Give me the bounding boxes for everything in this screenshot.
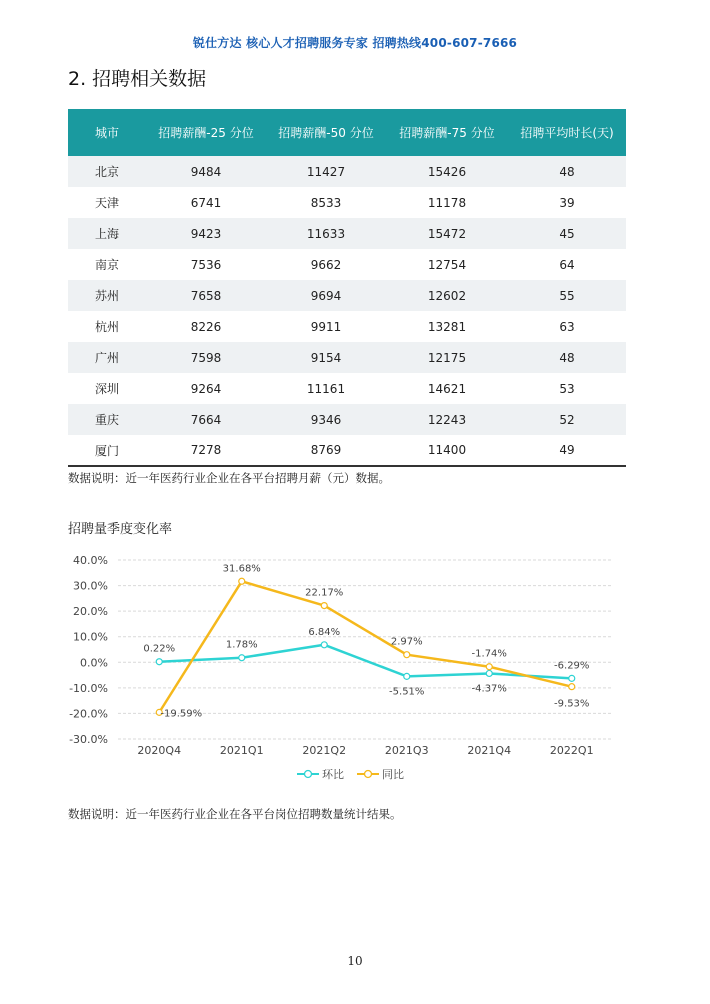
page-header: 锐仕方达 核心人才招聘服务专家 招聘热线400-607-7666 [192, 36, 518, 50]
table-row [68, 187, 626, 218]
x-tick-label: 2021Q3 [384, 744, 429, 757]
data-point [404, 673, 410, 679]
cell-p25: 7664 [190, 412, 222, 427]
data-point [569, 684, 575, 690]
x-tick-label: 2021Q1 [219, 744, 264, 757]
cell-p25: 7658 [190, 288, 222, 303]
table-row [68, 280, 626, 311]
cell-p25: 9484 [190, 164, 222, 179]
data-label: 1.78% [225, 639, 258, 651]
cell-duration: 63 [559, 319, 575, 334]
cell-duration: 49 [508, 435, 626, 466]
cell-city: 上海 [95, 227, 120, 241]
salary-table [68, 109, 626, 467]
cell-city: 北京 [95, 165, 120, 179]
col-header-city: 城市 [94, 126, 119, 140]
chart-note: 数据说明：近一年医药行业企业在各平台岗位招聘数量统计结果。 [68, 807, 402, 821]
cell-p50: 9154 [310, 350, 342, 365]
cell-p50: 9911 [310, 319, 342, 334]
data-label: -1.74% [471, 648, 507, 660]
table-header-row [68, 109, 626, 156]
cell-p50: 8533 [310, 195, 342, 210]
data-point [321, 642, 327, 648]
cell-p25: 7536 [190, 257, 222, 272]
data-point [239, 578, 245, 584]
cell-duration: 48 [559, 350, 575, 365]
data-point [156, 659, 162, 665]
cell-p50: 9662 [310, 257, 342, 272]
legend-label: 同比 [382, 768, 404, 781]
cell-city: 南京 [95, 258, 120, 272]
series-line-0 [159, 645, 572, 679]
table-row [68, 342, 626, 373]
legend-label: 环比 [322, 768, 344, 781]
col-header-p75: 招聘薪酬-75 分位 [399, 126, 495, 140]
cell-duration: 39 [559, 195, 575, 210]
data-label: -5.51% [389, 686, 425, 698]
cell-duration: 45 [559, 226, 575, 241]
data-point [404, 652, 410, 658]
legend-marker [305, 771, 312, 778]
table-row [68, 435, 626, 466]
y-tick-label: -20.0% [69, 707, 108, 721]
table-row [68, 404, 626, 435]
chart-title: 招聘量季度变化率 [68, 522, 173, 537]
cell-p50: 8769 [266, 435, 386, 466]
y-tick-label: 30.0% [73, 579, 108, 593]
data-label: 6.84% [308, 626, 341, 638]
cell-p25: 7598 [190, 350, 222, 365]
cell-duration: 52 [559, 412, 575, 427]
data-label: 2.97% [390, 636, 423, 648]
x-tick-label: 2021Q4 [467, 744, 512, 757]
cell-p50: 11161 [306, 381, 346, 396]
x-tick-label: 2022Q1 [549, 744, 594, 757]
page-number: 10 [347, 954, 363, 968]
cell-city: 天津 [95, 196, 120, 210]
data-label: 0.22% [143, 643, 176, 655]
x-tick-label: 2020Q4 [137, 744, 182, 757]
cell-city: 深圳 [95, 382, 120, 396]
data-point [569, 675, 575, 681]
section-title: 2. 招聘相关数据 [68, 68, 207, 90]
data-label: -6.29% [554, 660, 590, 672]
cell-duration: 55 [559, 288, 575, 303]
y-tick-label: -10.0% [69, 681, 108, 695]
data-label: -9.53% [554, 698, 590, 710]
cell-city: 广州 [95, 351, 120, 365]
cell-p75: 14621 [427, 381, 467, 396]
cell-city: 厦门 [68, 435, 146, 466]
data-label: -4.37% [471, 683, 507, 695]
cell-city: 苏州 [95, 289, 120, 303]
table-row [68, 373, 626, 404]
data-point [486, 670, 492, 676]
cell-duration: 48 [559, 164, 575, 179]
table-row [68, 311, 626, 342]
cell-p25: 6741 [190, 195, 222, 210]
cell-city: 杭州 [95, 320, 120, 334]
cell-p25: 8226 [190, 319, 222, 334]
cell-p75: 12602 [427, 288, 467, 303]
cell-p75: 12243 [427, 412, 467, 427]
table-row [68, 156, 626, 187]
cell-p75: 12754 [427, 257, 467, 272]
data-point [239, 655, 245, 661]
col-header-duration: 招聘平均时长(天) [520, 126, 614, 140]
table-note: 数据说明：近一年医药行业企业在各平台招聘月薪（元）数据。 [68, 471, 390, 485]
table-row [68, 249, 626, 280]
cell-p75: 11178 [427, 195, 467, 210]
cell-p75: 11400 [386, 435, 508, 466]
y-tick-label: 40.0% [73, 554, 108, 567]
table-row [68, 218, 626, 249]
data-label: 31.68% [222, 563, 261, 575]
cell-p50: 11633 [306, 226, 346, 241]
cell-p75: 12175 [427, 350, 467, 365]
cell-p75: 15472 [427, 226, 467, 241]
change-rate-chart [0, 540, 710, 790]
cell-p25: 9264 [190, 381, 222, 396]
data-label: 22.17% [305, 587, 344, 599]
y-tick-label: 10.0% [73, 630, 108, 644]
cell-p75: 13281 [427, 319, 467, 334]
y-tick-label: 0.0% [80, 656, 108, 670]
data-point [486, 664, 492, 670]
col-header-p50: 招聘薪酬-50 分位 [278, 126, 374, 140]
y-tick-label: -30.0% [69, 733, 108, 746]
cell-p25: 7278 [146, 435, 266, 466]
cell-duration: 64 [559, 257, 575, 272]
x-tick-label: 2021Q2 [302, 744, 347, 757]
data-label: -19.59% [160, 708, 203, 720]
cell-p50: 9694 [310, 288, 342, 303]
series-line-1 [159, 581, 572, 712]
col-header-p25: 招聘薪酬-25 分位 [158, 126, 254, 140]
cell-p50: 11427 [306, 164, 346, 179]
cell-duration: 53 [559, 381, 575, 396]
y-tick-label: 20.0% [73, 605, 108, 619]
legend-marker [365, 771, 372, 778]
data-point [321, 603, 327, 609]
cell-p25: 9423 [190, 226, 222, 241]
cell-p50: 9346 [310, 412, 342, 427]
cell-city: 重庆 [95, 413, 120, 427]
cell-p75: 15426 [427, 164, 467, 179]
